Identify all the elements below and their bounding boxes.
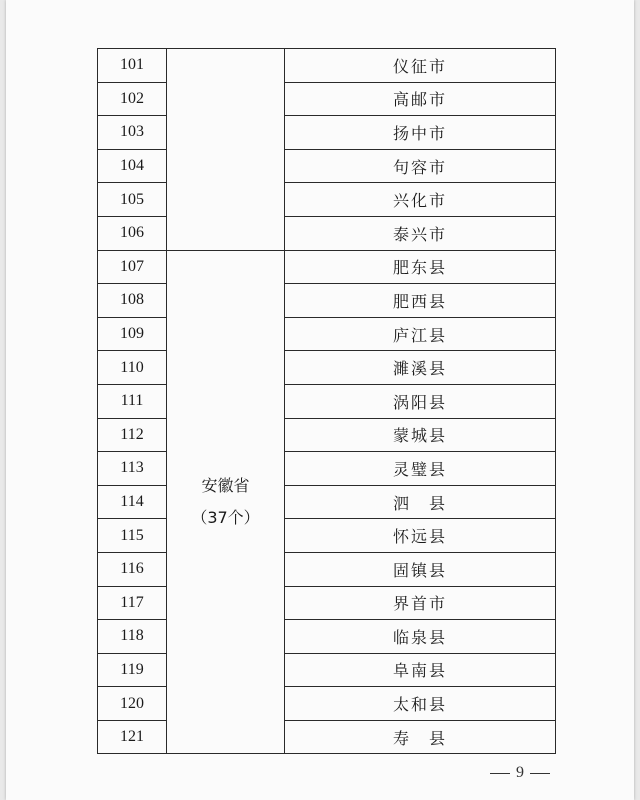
table-row <box>98 250 556 284</box>
row-number-cell: 119 <box>98 653 167 687</box>
county-list-table <box>97 48 556 754</box>
county-name-cell: 泗 县 <box>285 485 556 519</box>
footer-dash-left <box>490 773 510 774</box>
row-number-cell: 112 <box>98 418 167 452</box>
row-number-cell: 107 <box>98 250 167 284</box>
table-row <box>98 687 556 721</box>
row-number-cell: 110 <box>98 351 167 385</box>
county-name-cell: 肥西县 <box>285 284 556 318</box>
row-number-cell: 115 <box>98 519 167 553</box>
table-row <box>98 216 556 250</box>
table-row <box>98 485 556 519</box>
county-name-cell: 句容市 <box>285 149 556 183</box>
table-body <box>98 49 556 754</box>
row-number-cell: 103 <box>98 116 167 150</box>
table-row <box>98 116 556 150</box>
table-row <box>98 49 556 83</box>
row-number-cell: 109 <box>98 317 167 351</box>
province-cell <box>167 49 285 251</box>
county-name-cell: 寿 县 <box>285 720 556 754</box>
table-row <box>98 720 556 754</box>
county-name-cell: 高邮市 <box>285 82 556 116</box>
table-row <box>98 552 556 586</box>
province-cell <box>167 250 285 754</box>
county-name-cell: 兴化市 <box>285 183 556 217</box>
table-row <box>98 418 556 452</box>
county-name-cell: 涡阳县 <box>285 384 556 418</box>
county-name-cell: 仪征市 <box>285 49 556 83</box>
table-row <box>98 384 556 418</box>
county-name-cell: 灵璧县 <box>285 452 556 486</box>
county-name-cell: 阜南县 <box>285 653 556 687</box>
table-row <box>98 653 556 687</box>
county-name-cell: 泰兴市 <box>285 216 556 250</box>
row-number-cell: 120 <box>98 687 167 721</box>
row-number-cell: 118 <box>98 620 167 654</box>
table-row <box>98 317 556 351</box>
table-row <box>98 149 556 183</box>
table-row <box>98 284 556 318</box>
county-name-cell: 扬中市 <box>285 116 556 150</box>
table-row <box>98 620 556 654</box>
province-name: 安徽省 <box>201 476 250 496</box>
row-number-cell: 121 <box>98 720 167 754</box>
row-number-cell: 102 <box>98 82 167 116</box>
page-footer <box>484 764 556 782</box>
table-row <box>98 183 556 217</box>
page-number: 9 <box>516 764 524 781</box>
row-number-cell: 116 <box>98 552 167 586</box>
county-name-cell: 界首市 <box>285 586 556 620</box>
county-name-cell: 临泉县 <box>285 620 556 654</box>
table-row <box>98 519 556 553</box>
county-name-cell: 濉溪县 <box>285 351 556 385</box>
row-number-cell: 101 <box>98 49 167 83</box>
row-number-cell: 113 <box>98 452 167 486</box>
county-name-cell: 固镇县 <box>285 552 556 586</box>
row-number-cell: 108 <box>98 284 167 318</box>
county-name-cell: 怀远县 <box>285 519 556 553</box>
county-name-cell: 太和县 <box>285 687 556 721</box>
county-name-cell: 蒙城县 <box>285 418 556 452</box>
province-count: （37个） <box>191 508 260 528</box>
county-name-cell: 肥东县 <box>285 250 556 284</box>
county-name-cell: 庐江县 <box>285 317 556 351</box>
row-number-cell: 117 <box>98 586 167 620</box>
row-number-cell: 105 <box>98 183 167 217</box>
table-row <box>98 452 556 486</box>
row-number-cell: 111 <box>98 384 167 418</box>
row-number-cell: 106 <box>98 216 167 250</box>
table-row <box>98 586 556 620</box>
document-page <box>6 0 634 800</box>
row-number-cell: 104 <box>98 149 167 183</box>
footer-dash-right <box>530 773 550 774</box>
table-row <box>98 82 556 116</box>
table-row <box>98 351 556 385</box>
row-number-cell: 114 <box>98 485 167 519</box>
